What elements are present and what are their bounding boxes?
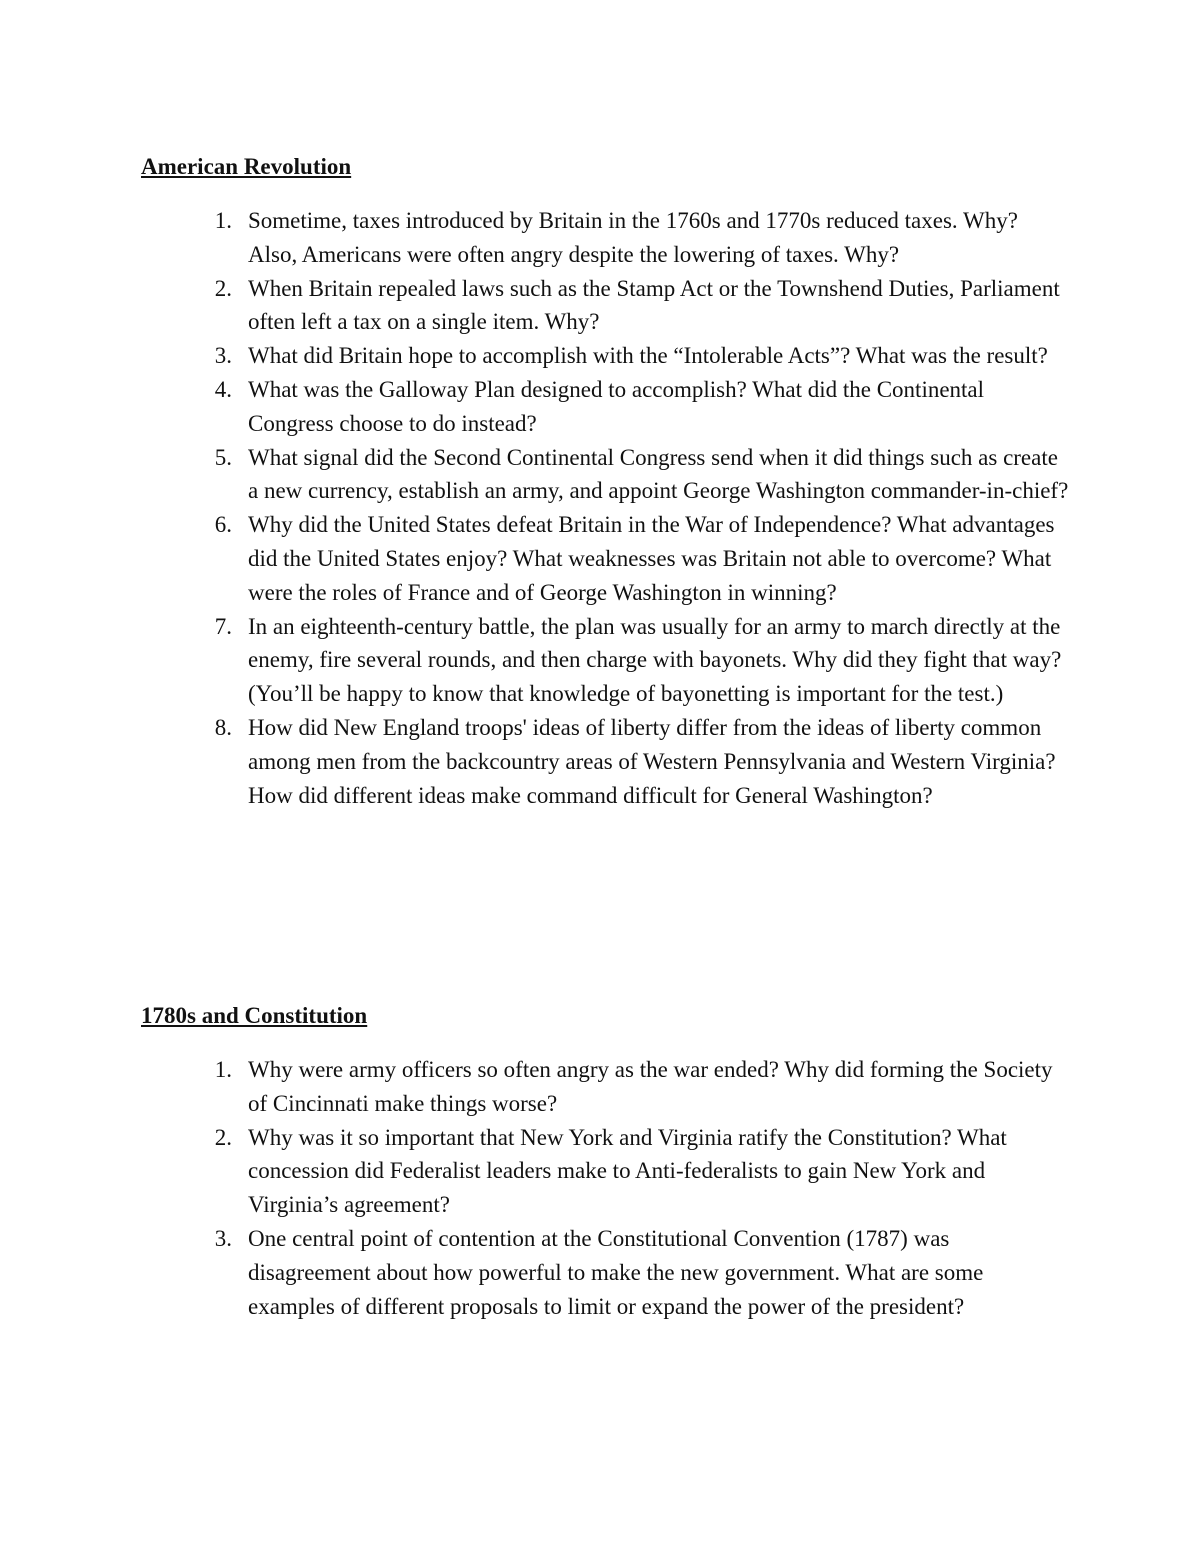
question-text: What signal did the Second Continental Congress send when it did things such as create a new currency, establish an army, and appoint George Washington commander-in-chief? <box>248 444 1069 504</box>
question-item <box>141 1222 1071 1323</box>
question-number: 1. <box>214 1057 232 1082</box>
question-number: 5. <box>214 444 232 470</box>
question-text: When Britain repealed laws such as the Stamp Act or the Townshend Duties, Parliament often left a tax on a single item. Why? <box>248 275 1060 335</box>
question-text: Why was it so important that New York and Virginia ratify the Constitution? What concession did Federalist leaders make to Anti-federalists to gain New York and Virginia’s agreement? <box>248 1124 1007 1218</box>
question-number: 7. <box>214 613 232 639</box>
question-number: 6. <box>214 512 232 538</box>
question-list-american-revolution <box>141 204 1071 812</box>
question-item <box>141 508 1071 609</box>
question-text: What did Britain hope to accomplish with the “Intolerable Acts”? What was the result? <box>248 343 1048 369</box>
question-number: 3. <box>214 343 232 369</box>
question-number: 8. <box>214 714 232 740</box>
question-number: 2. <box>214 275 232 301</box>
section-heading-american-revolution: American Revolution <box>141 154 352 179</box>
question-item <box>141 339 1071 373</box>
question-text: Sometime, taxes introduced by Britain in the 1760s and 1770s reduced taxes. Why? Also, Americans were often angry despite the lowering of taxes. Why? <box>248 208 1018 267</box>
question-item <box>141 373 1071 441</box>
question-item <box>141 204 1071 272</box>
question-text: What was the Galloway Plan designed to accomplish? What did the Continental Congress choose to do instead? <box>248 376 985 436</box>
question-item <box>141 1053 1071 1121</box>
question-number: 3. <box>214 1225 232 1251</box>
question-text: How did New England troops' ideas of liberty differ from the ideas of liberty common among men from the backcountry areas of Western Pennsylvania and Western Virginia? How did different ideas make command difficult for General Washington? <box>248 714 1056 808</box>
question-item <box>141 711 1071 812</box>
question-text: In an eighteenth-century battle, the plan was usually for an army to march directly at the enemy, fire several rounds, and then charge with bayonets. Why did they fight that way? (You’ll be happy to know that knowledge of bayonetting is important for the test.) <box>248 613 1062 707</box>
question-text: Why were army officers so often angry as the war ended? Why did forming the Society of Cincinnati make things worse? <box>248 1057 1053 1116</box>
question-item <box>141 1121 1071 1222</box>
question-item <box>141 610 1071 711</box>
question-list-1780s-constitution <box>141 1053 1071 1323</box>
question-text: Why did the United States defeat Britain in the War of Independence? What advantages did the United States enjoy? What weaknesses was Britain not able to overcome? What were the roles of France and of George Washington in winning? <box>248 512 1055 605</box>
section-heading-1780s-constitution: 1780s and Constitution <box>141 1003 368 1028</box>
question-item <box>141 272 1071 340</box>
question-number: 4. <box>214 376 232 402</box>
question-number: 2. <box>214 1124 232 1150</box>
question-text: One central point of contention at the Constitutional Convention (1787) was disagreement about how powerful to make the new government. What are some examples of different proposals to limit or expand the power of the president? <box>248 1225 984 1319</box>
question-number: 1. <box>214 208 232 233</box>
question-item <box>141 441 1071 509</box>
